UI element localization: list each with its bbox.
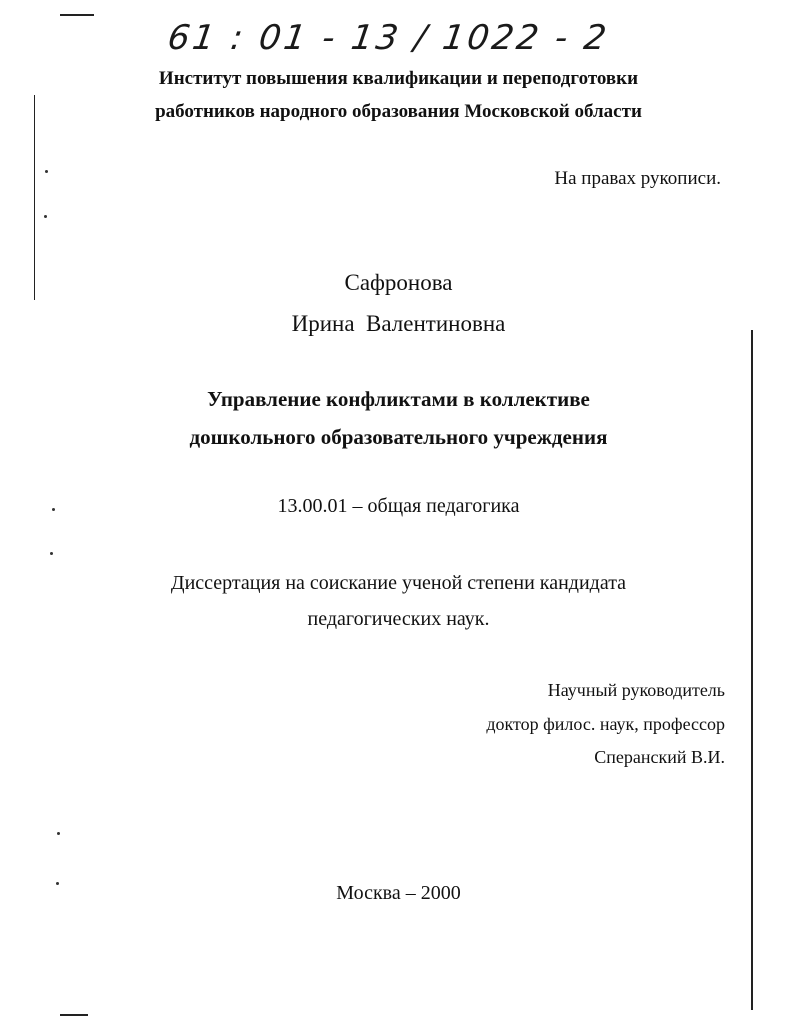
supervisor-name: Сперанский В.И. [594,747,725,767]
scan-speck [57,832,60,835]
supervisor-role: Научный руководитель [547,680,725,700]
scan-speck [44,215,47,218]
supervisor-credentials: доктор филос. наук, профессор [486,714,725,734]
author-given-names: Ирина Валентиновна [291,311,506,336]
institute-line-1: Институт повышения квалификации и переподготовки [158,68,639,89]
specialty-code: 13.00.01 – общая педагогика [277,495,520,517]
thesis-title-line-1: Управление конфликтами в коллективе [207,387,590,411]
scan-mark-bottom [60,1014,88,1016]
degree-line-1: Диссертация на соискание ученой степени кандидата [170,572,627,594]
thesis-title-line-2: дошкольного образовательного учреждения [189,425,608,449]
degree-line-2: педагогических наук. [307,608,490,630]
place-year: Москва – 2000 [336,882,461,904]
institute-line-2: работников народного образования Московской области [155,101,642,122]
scan-speck [45,170,48,173]
archive-stamp-handwritten: 61 : 01 - 13 / 1022 - 2 [165,18,612,58]
manuscript-note: На правах рукописи. [554,168,721,189]
scan-speck [50,552,53,555]
scan-mark-top [60,14,94,16]
author-surname: Сафронова [344,270,453,295]
